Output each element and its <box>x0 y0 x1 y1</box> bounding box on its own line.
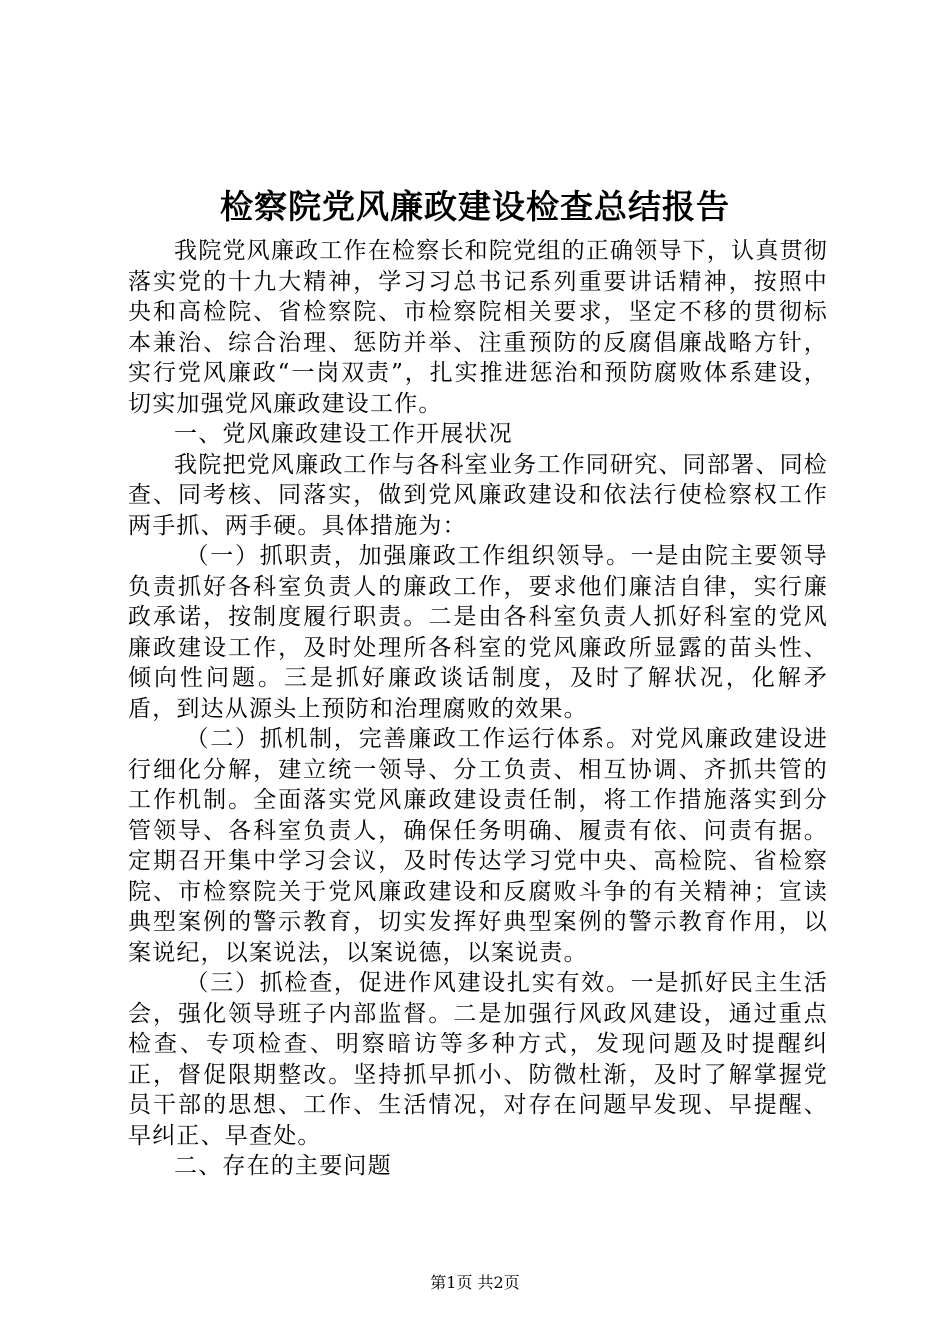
subsection-2-paragraph: （二）抓机制，完善廉政工作运行体系。对党风廉政建设进行细化分解，建立统一领导、分工负责、相互协调、齐抓共管的工作机制。全面落实党风廉政建设责任制，将工作措施落实到分管领导、各科室负责人，确保任务明确、履责有依、问责有据。定期召开集中学习会议，及时传达学习党中央、高检院、省检察院、市检察院关于党风廉政建设和反腐败斗争的有关精神；宣读典型案例的警示教育，切实发挥好典型案例的警示教育作用，以案说纪，以案说法，以案说德，以案说责。 <box>128 726 828 966</box>
section-heading-1: 一、党风廉政建设工作开展状况 <box>174 421 513 447</box>
section-1-intro-paragraph: 我院把党风廉政工作与各科室业务工作同研究、同部署、同检查、同考核、同落实，做到党风廉政建设和依法行使检察权工作两手抓、两手硬。具体措施为： <box>128 451 828 539</box>
page-number-footer: 第1页 共2页 <box>430 1273 520 1292</box>
intro-paragraph: 我院党风廉政工作在检察长和院党组的正确领导下，认真贯彻落实党的十九大精神，学习习总书记系列重要讲话精神，按照中央和高检院、省检察院、市检察院相关要求，坚定不移的贯彻标本兼治、综合治理、惩防并举、注重预防的反腐倡廉战略方针，实行党风廉政“一岗双责”，扎实推进惩治和预防腐败体系建设，切实加强党风廉政建设工作。 <box>128 238 828 417</box>
subsection-1-paragraph: （一）抓职责，加强廉政工作组织领导。一是由院主要领导负责抓好各科室负责人的廉政工作，要求他们廉洁自律，实行廉政承诺，按制度履行职责。二是由各科室负责人抓好科室的党风廉政建设工作，及时处理所各科室的党风廉政所显露的苗头性、倾向性问题。三是抓好廉政谈话制度，及时了解状况，化解矛盾，到达从源头上预防和治理腐败的效果。 <box>128 543 828 722</box>
document-body <box>128 236 828 1182</box>
document-title: 检察院党风廉政建设检查总结报告 <box>220 187 730 226</box>
subsection-3-paragraph: （三）抓检查，促进作风建设扎实有效。一是抓好民主生活会，强化领导班子内部监督。二是加强行风政风建设，通过重点检查、专项检查、明察暗访等多种方式，发现问题及时提醒纠正，督促限期整改。坚持抓早抓小、防微杜渐，及时了解掌握党员干部的思想、工作、生活情况，对存在问题早发现、早提醒、早纠正、早查处。 <box>128 970 828 1149</box>
section-heading-2: 二、存在的主要问题 <box>174 1153 392 1179</box>
